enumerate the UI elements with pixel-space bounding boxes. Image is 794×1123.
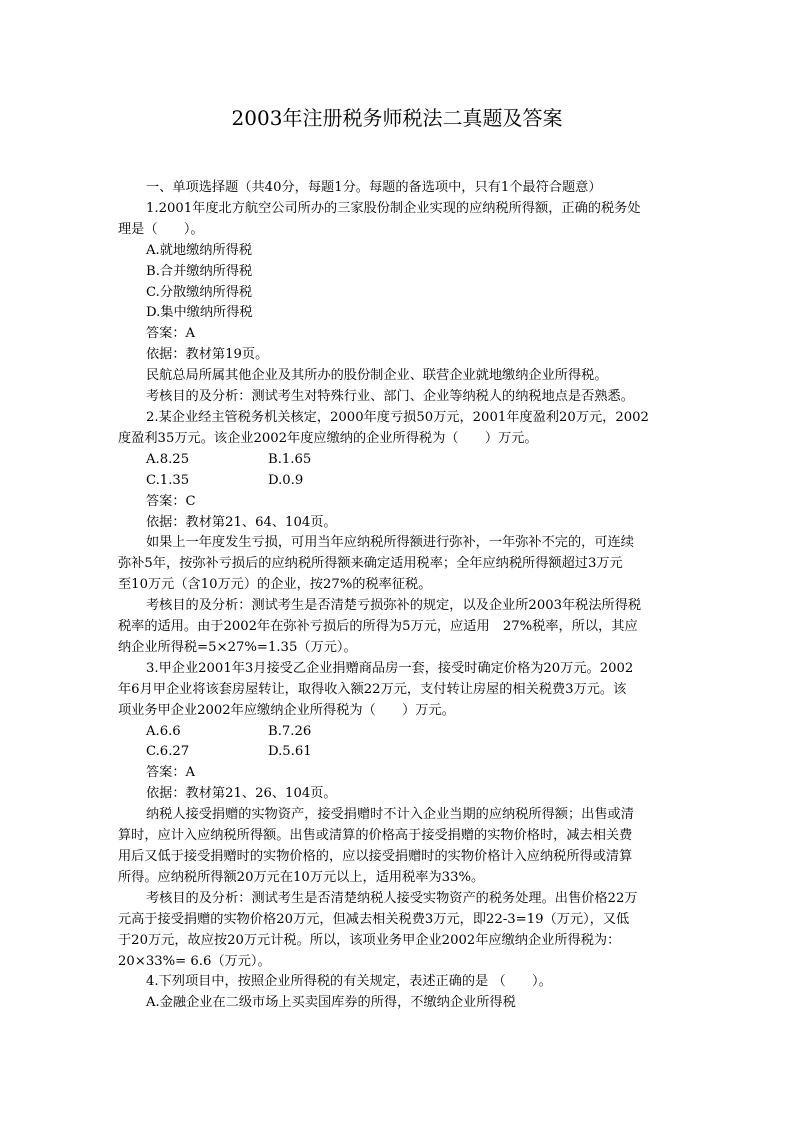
explanation-cont: 所得。应纳税所得额20万元在10万元以上，适用税率为33%。 bbox=[118, 869, 485, 885]
question-4: 4.下列项目中，按照企业所得税的有关规定，表述正确的是 （ ）。 bbox=[146, 974, 552, 990]
analysis: 考核目的及分析：测试考生对特殊行业、部门、企业等纳税人的纳税地点是否熟悉。 bbox=[146, 389, 634, 405]
explanation-cont: 用后又低于接受捐赠时的实物价格的，应以接受捐赠时的实物价格计入应纳税所得或清算 bbox=[118, 849, 633, 864]
question-2: 2.某企业经主管税务机关核定，2000年度亏损50万元，2001年度盈利20万元，2002 bbox=[146, 409, 649, 425]
analysis-cont: 元高于接受捐赠的实物价格20万元，但减去相关税费3万元，即22-3=19（万元），又低 bbox=[118, 911, 630, 927]
option-b: B.合并缴纳所得税 bbox=[146, 263, 253, 279]
analysis-cont: 税率的适用。由于2002年在弥补亏损后的所得为5万元，应适用 27%税率，所以，其应 bbox=[118, 619, 638, 635]
question-3-cont: 年6月甲企业将该套房屋转让，取得收入额22万元，支付转让房屋的相关税费3万元。该 bbox=[118, 681, 627, 697]
question-3-cont: 项业务甲企业2002年应缴纳企业所得税为（ ）万元。 bbox=[118, 702, 455, 718]
question-3: 3.甲企业2001年3月接受乙企业捐赠商品房一套，接受时确定价格为20万元。2002 bbox=[146, 660, 634, 676]
option-a: A.就地缴纳所得税 bbox=[146, 242, 253, 258]
basis: 依据：教材第21、64、104页。 bbox=[146, 514, 337, 530]
explanation-cont: 算时，应计入应纳税所得额。出售或清算的价格高于接受捐赠的实物价格时，减去相关费 bbox=[118, 828, 633, 844]
basis: 依据：教材第19页。 bbox=[146, 347, 269, 363]
options-row bbox=[118, 722, 678, 743]
explanation-cont: 至10万元（含10万元）的企业，按27%的税率征税。 bbox=[118, 577, 432, 593]
option-d: D.集中缴纳所得税 bbox=[146, 305, 253, 321]
options-row bbox=[118, 742, 678, 763]
analysis: 考核目的及分析：测试考生是否清楚亏损弥补的规定，以及企业所2003年税法所得税 bbox=[146, 598, 642, 614]
section-heading: 一、单项选择题（共40分，每题1分。每题的备选项中，只有1个最符合题意） bbox=[146, 180, 602, 195]
explanation: 如果上一年度发生亏损，可用当年应纳税所得额进行弥补，一年弥补不完的，可连续 bbox=[146, 535, 634, 551]
explanation: 纳税人接受捐赠的实物资产，接受捐赠时不计入企业当期的应纳税所得额；出售或清 bbox=[146, 807, 634, 823]
answer: 答案：C bbox=[146, 493, 196, 509]
option-d: D.5.61 bbox=[268, 744, 312, 760]
analysis: 考核目的及分析：测试考生是否清楚纳税人接受实物资产的税务处理。出售价格22万 bbox=[146, 890, 638, 906]
option-c: C.分散缴纳所得税 bbox=[146, 284, 253, 300]
explanation-cont: 弥补5年，按弥补亏损后的应纳税所得额来确定适用税率；全年应纳税所得额超过3万元 bbox=[118, 556, 623, 572]
analysis-cont: 纳企业所得税=5×27%=1.35（万元）。 bbox=[118, 639, 357, 655]
options-row bbox=[118, 450, 678, 471]
explanation: 民航总局所属其他企业及其所办的股份制企业、联营企业就地缴纳企业所得税。 bbox=[146, 368, 608, 384]
question-2-cont: 度盈利35万元。该企业2002年度应缴纳的企业所得税为（ ）万元。 bbox=[118, 430, 538, 446]
analysis-cont: 于20万元，故应按20万元计税。所以，该项业务甲企业2002年应缴纳企业所得税为： bbox=[118, 932, 621, 948]
option-a: A.6.6 bbox=[146, 723, 181, 739]
document-body bbox=[118, 178, 678, 1014]
answer: 答案：A bbox=[146, 765, 196, 781]
option-b: B.7.26 bbox=[268, 723, 312, 739]
option-a: A.8.25 bbox=[146, 451, 190, 467]
option-b: B.1.65 bbox=[268, 451, 312, 467]
basis: 依据：教材第21、26、104页。 bbox=[146, 786, 337, 802]
option-d: D.0.9 bbox=[268, 472, 304, 488]
answer: 答案：A bbox=[146, 326, 196, 342]
question-1: 1.2001年度北方航空公司所办的三家股份制企业实现的应纳税所得额，正确的税务处 bbox=[146, 200, 641, 216]
option-c: C.6.27 bbox=[146, 744, 190, 760]
question-1-cont: 理是（ ）。 bbox=[118, 221, 204, 237]
analysis-cont: 20×33%= 6.6（万元）。 bbox=[118, 953, 271, 969]
options-row bbox=[118, 471, 678, 492]
option-a: A.金融企业在二级市场上买卖国库券的所得，不缴纳企业所得税 bbox=[146, 995, 516, 1011]
document-title: 2003年注册税务师税法二真题及答案 bbox=[231, 106, 563, 130]
option-c: C.1.35 bbox=[146, 472, 190, 488]
